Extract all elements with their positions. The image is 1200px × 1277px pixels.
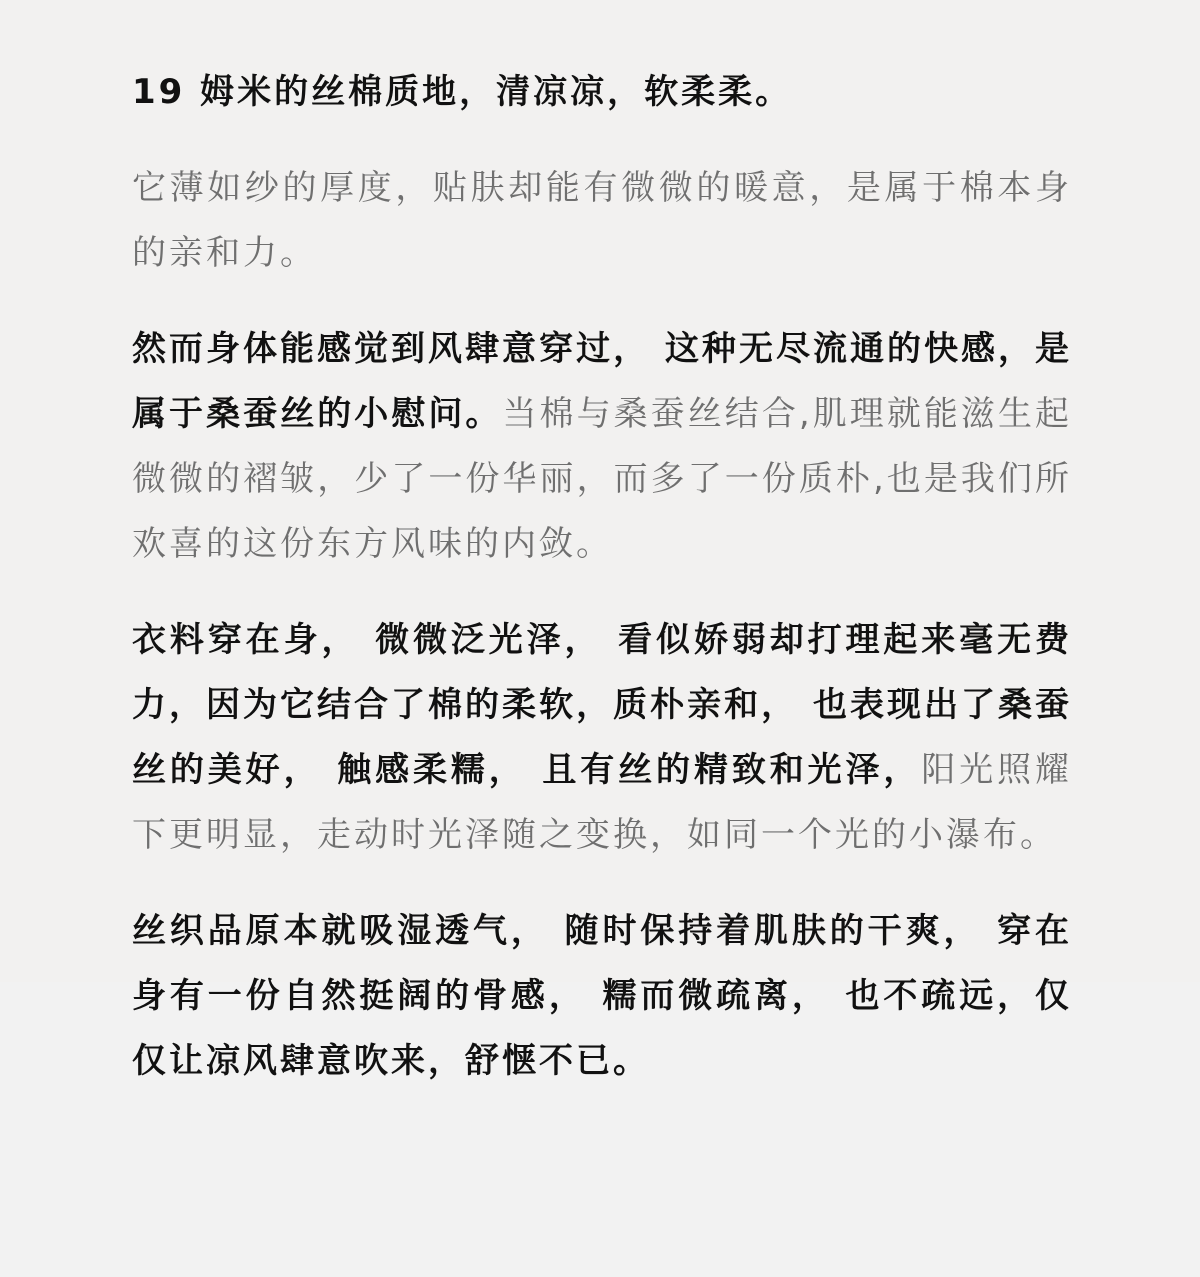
paragraph-3-bold: 然而身体能感觉到风肆意穿过， 这种无尽流通的快感，是属于桑蚕丝的小慰问。 <box>132 329 1072 434</box>
paragraph-4 <box>132 608 1072 868</box>
article-body <box>132 60 1072 1094</box>
paragraph-1-bold: 19 姆米的丝棉质地，清凉凉，软柔柔。 <box>132 72 793 112</box>
paragraph-2 <box>132 156 1072 286</box>
paragraph-3-normal: 当棉与桑蚕丝结合,肌理就能滋生起微微的褶皱，少了一份华丽，而多了一份质朴,也是我们所欢喜的这份东方风味的内敛。 <box>132 394 1073 564</box>
paragraph-2-normal: 它薄如纱的厚度，贴肤却能有微微的暖意，是属于棉本身的亲和力。 <box>132 168 1072 273</box>
paragraph-3 <box>132 317 1072 577</box>
paragraph-5 <box>132 899 1072 1094</box>
paragraph-5-bold: 丝织品原本就吸湿透气， 随时保持着肌肤的干爽， 穿在身有一份自然挺阔的骨感， 糯而微疏离， 也不疏远，仅仅让凉风肆意吹来，舒惬不已。 <box>132 911 1072 1081</box>
paragraph-4-bold: 衣料穿在身， 微微泛光泽， 看似娇弱却打理起来毫无费力，因为它结合了棉的柔软，质朴亲和， 也表现出了桑蚕丝的美好， 触感柔糯， 且有丝的精致和光泽， <box>132 620 1072 790</box>
paragraph-1 <box>132 60 1072 125</box>
paragraph-4-normal: 阳光照耀下更明显，走动时光泽随之变换，如同一个光的小瀑布。 <box>132 750 1072 855</box>
